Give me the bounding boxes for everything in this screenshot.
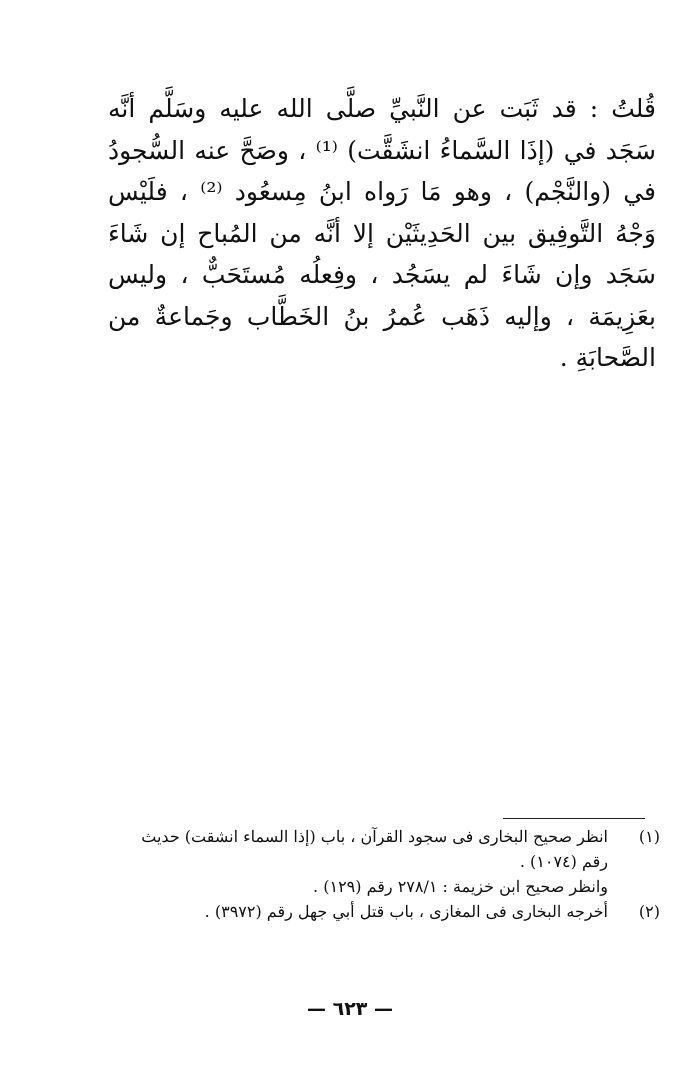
footnote-2 [112, 899, 660, 924]
footnote-1-text: انظر صحيح البخارى فى سجود القرآن ، باب (إذا السماء انشقت) حديث رقم (١٠٧٤) . [141, 827, 608, 871]
footnote-1-extra: وانظر صحيح ابن خزيمة : ٢٧٨/١ رقم (١٢٩) . [313, 877, 608, 896]
main-paragraph: قُلتُ : قد ثَبَت عن النَّبيِّ صلَّى الله عليه وسَلَّم أنَّه سَجَد في (إذَا السَّماءُ انشَقَّت) ⁽¹⁾ ، وصَحَّ عنه السُّجودُ في (والنَّجْم) ، وهو مَا رَواه ابنُ مِسعُود ⁽²⁾ ، فلَيْس وَجْهُ التَّوفِيق بين الحَدِيثَيْن إلا أنَّه من المُباح إن شَاءَ سَجَد وإن شَاءَ لم يسَجُد ، وفِعلُه مُستَحَبٌّ ، وليس بعَزِيمَة ، وإليه ذَهَب عُمرُ بنُ الخَطَّاب وجَماعةٌ من الصَّحابَةِ . [108, 94, 657, 372]
footnote-2-number: (٢) [638, 902, 660, 921]
footnotes [112, 824, 660, 924]
footnote-1-number: (١) [638, 827, 660, 846]
footnote-separator [503, 818, 645, 819]
page-number: — ٦٢٣ — [306, 998, 394, 1020]
footnote-2-text: أخرجه البخارى فى المغازى ، باب قتل أبي جهل رقم (٣٩٧٢) . [204, 902, 608, 921]
main-text-block [108, 88, 656, 379]
footnote-1 [112, 824, 660, 874]
